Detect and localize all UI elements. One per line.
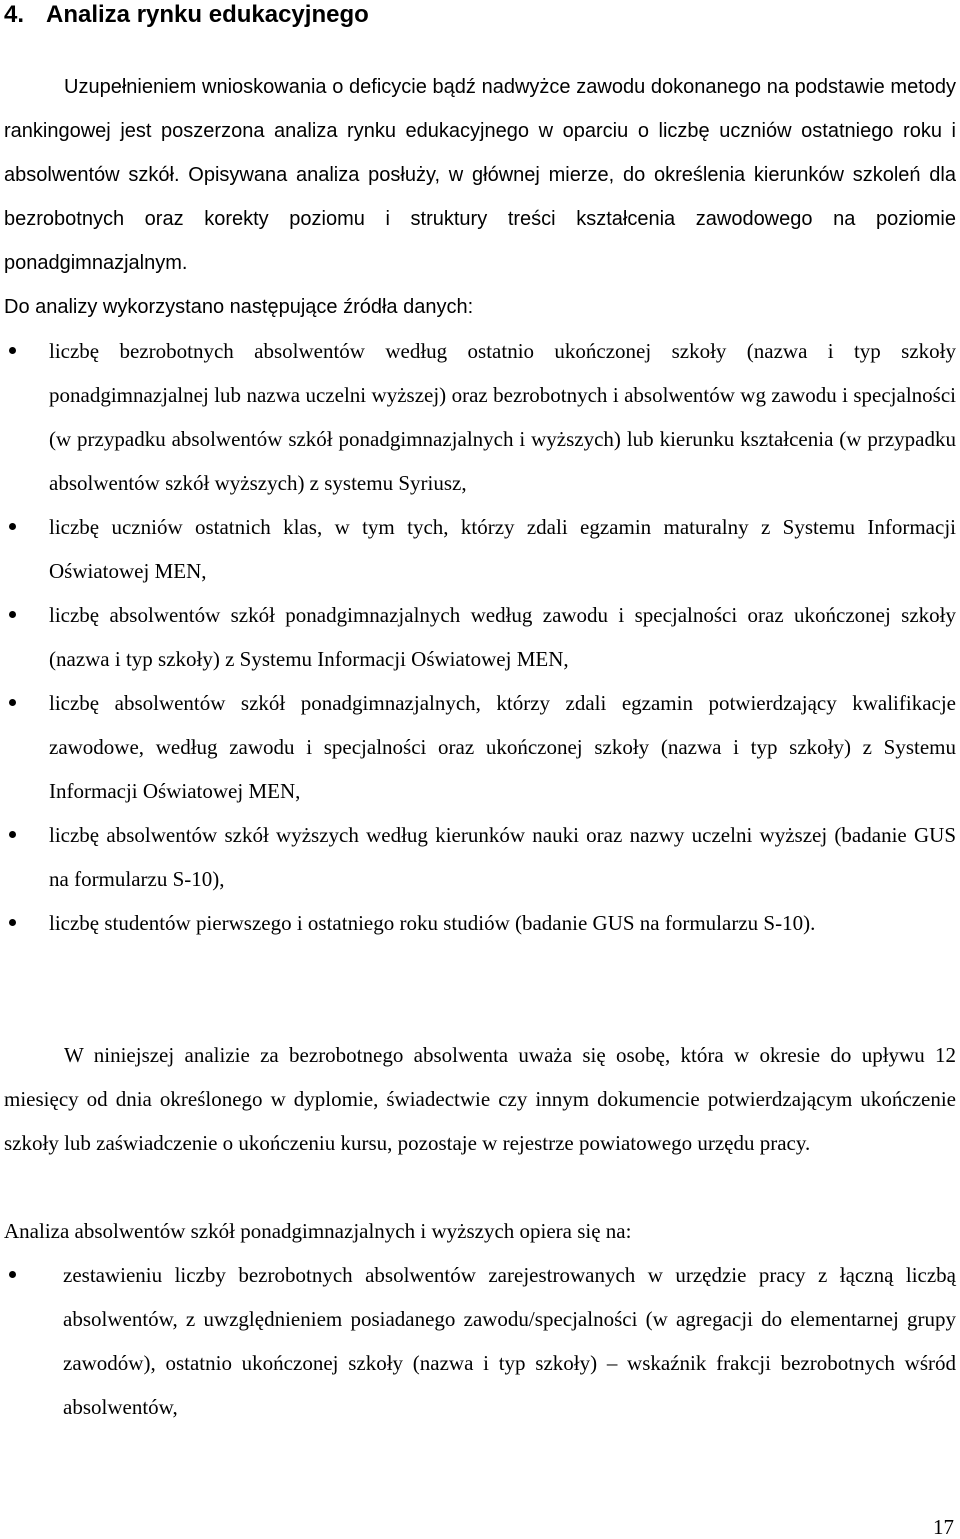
section-heading [4, 0, 369, 30]
analysis-list [4, 1253, 956, 1429]
list-item-text: liczbę bezrobotnych absolwentów według ostatnio ukończonej szkoły (nazwa i typ szkoły ponadgimnazjalnej lub nazwa uczelni wyższej) oraz bezrobotnych i absolwentów wg zawodu i specjalności (w przypadku absolwentów szkół ponadgimnazjalnych i wyższych) lub kierunku kształcenia (w przypadku absolwentów szkół wyższych) z systemu Syriusz, [49, 339, 956, 495]
list-item [4, 681, 956, 813]
bullet-icon [9, 523, 16, 530]
list-item-text: liczbę absolwentów szkół ponadgimnazjalnych, którzy zdali egzamin potwierdzający kwalifikacje zawodowe, według zawodu i specjalności oraz ukończonej szkoły (nazwa i typ szkoły) z Systemu Informacji Oświatowej MEN, [49, 691, 956, 803]
section-title: Analiza rynku edukacyjnego [46, 1, 369, 28]
analysis-intro: Analiza absolwentów szkół ponadgimnazjalnych i wyższych opiera się na: [4, 1219, 632, 1243]
bullet-icon [9, 1271, 16, 1278]
list-item [4, 329, 956, 505]
list-item [4, 593, 956, 681]
section-number: 4. [4, 1, 25, 28]
list-item-text: liczbę studentów pierwszego i ostatniego roku studiów (badanie GUS na formularzu S-10). [49, 911, 816, 935]
bullet-icon [9, 919, 16, 926]
list-item [4, 813, 956, 901]
list-item-text: liczbę uczniów ostatnich klas, w tym tych, którzy zdali egzamin maturalny z Systemu Informacji Oświatowej MEN, [49, 515, 956, 583]
page-number: 17 [933, 1515, 954, 1539]
bullet-icon [9, 699, 16, 706]
list-item [4, 505, 956, 593]
sources-list [4, 329, 956, 945]
sources-intro: Do analizy wykorzystano następujące źródła danych: [4, 296, 474, 318]
list-item-text: liczbę absolwentów szkół wyższych według kierunków nauki oraz nazwy uczelni wyższej (badanie GUS na formularzu S-10), [49, 823, 956, 891]
bullet-icon [9, 831, 16, 838]
list-item [4, 1253, 956, 1429]
bullet-icon [9, 611, 16, 618]
list-item-text: liczbę absolwentów szkół ponadgimnazjalnych według zawodu i specjalności oraz ukończonej szkoły (nazwa i typ szkoły) z Systemu Informacji Oświatowej MEN, [49, 603, 956, 671]
list-item-text: zestawieniu liczby bezrobotnych absolwentów zarejestrowanych w urzędzie pracy z łączną liczbą absolwentów, z uwzględnieniem posiadanego zawodu/specjalności (w agregacji do elementarnej grupy zawodów), ostatnio ukończonej szkoły (nazwa i typ szkoły) – wskaźnik frakcji bezrobotnych wśród absolwentów, [63, 1263, 956, 1419]
bullet-icon [9, 347, 16, 354]
definition-paragraph: W niniejszej analizie za bezrobotnego absolwenta uważa się osobę, która w okresie do upływu 12 miesięcy od dnia określonego w dyplomie, świadectwie czy innym dokumencie potwierdzającym ukończenie szkoły lub zaświadczenie o ukończeniu kursu, pozostaje w rejestrze powiatowego urzędu pracy. [4, 1043, 956, 1155]
intro-paragraph: Uzupełnieniem wnioskowania o deficycie bądź nadwyżce zawodu dokonanego na podstawie metody rankingowej jest poszerzona analiza rynku edukacyjnego w oparciu o liczbę uczniów ostatniego roku i absolwentów szkół. Opisywana analiza posłuży, w głównej mierze, do określenia kierunków szkoleń dla bezrobotnych oraz korekty poziomu i struktury treści kształcenia zawodowego na poziomie ponadgimnazjalnym. [4, 76, 956, 274]
list-item [4, 901, 956, 945]
